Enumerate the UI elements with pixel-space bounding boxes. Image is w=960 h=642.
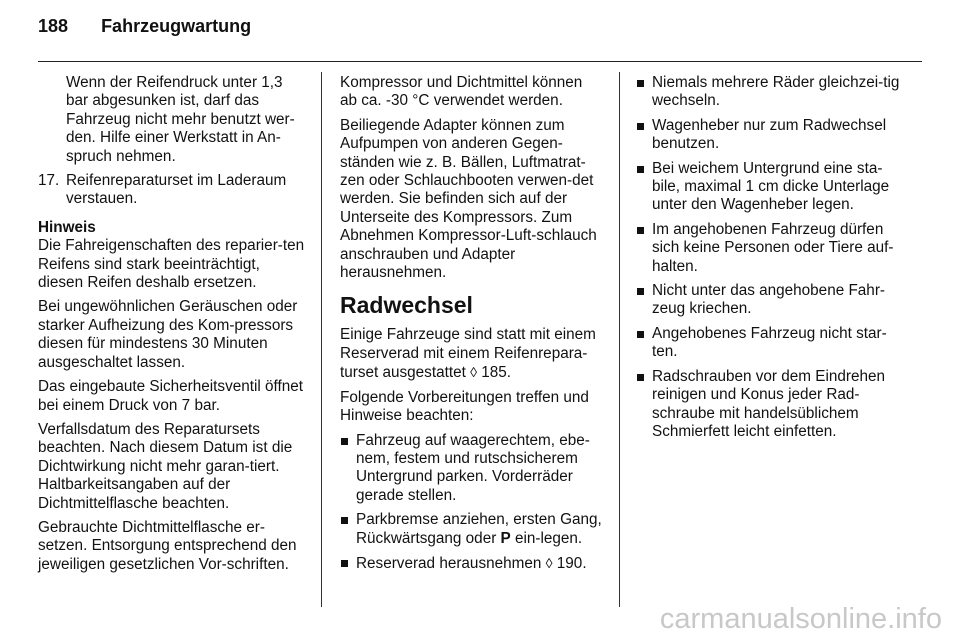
bullet-text: Bei weichem Untergrund eine sta-bile, maximal 1 cm dicke Unterlage unter den Wagenheber legen. [652, 159, 890, 214]
page-number: 188 [38, 16, 69, 36]
watermark: carmanualsonline.info [659, 603, 942, 635]
bullet-square-icon [341, 560, 348, 567]
bullet-square-icon [637, 288, 644, 295]
column-3 [636, 74, 904, 447]
bullet-item [636, 325, 904, 362]
note-text: Die Fahreigenschaften des reparier-ten Reifens sind stark beeinträchtigt, diesen Reifen deshalb ersetzen. [38, 237, 305, 292]
paragraph: Bei ungewöhnlichen Geräuschen oder starker Aufheizung des Kom-pressors diesen für mindestens 30 Minuten ausgeschaltet lassen. [38, 298, 298, 371]
paragraph: Gebrauchte Dichtmittelflasche er-setzen. Entsorgung entsprechend den jeweiligen gesetzlichen Vor-schriften. [38, 518, 297, 573]
list-item-number: 17. [38, 172, 60, 190]
paragraph: Kompressor und Dichtmittel können ab ca. -30 °C verwendet werden. [340, 74, 583, 110]
bullet-item [340, 511, 602, 548]
bullet-item [636, 368, 904, 442]
bullet-text: Im angehobenen Fahrzeug dürfen sich keine Personen oder Tiere auf-halten. [652, 220, 894, 275]
page-reference-icon: ◊ [470, 364, 478, 381]
bullet-text: Parkbremse anziehen, ersten Gang, Rückwärtsgang oder [356, 511, 602, 547]
bullet-text: Radschrauben vor dem Eindrehen reinigen und Konus jeder Rad-schraube mit handelsüblichem Schmierfett leicht einfetten. [652, 367, 885, 440]
bullet-square-icon [637, 227, 644, 234]
bullet-item [636, 160, 904, 215]
bullet-text: Angehobenes Fahrzeug nicht star-ten. [652, 324, 887, 361]
page-header [38, 16, 251, 37]
bullet-square-icon [637, 374, 644, 381]
paragraph: Folgende Vorbereitungen treffen und Hinweise beachten: [340, 388, 589, 425]
paragraph: Verfallsdatum des Reparatursets beachten. Nach diesem Datum ist die Dichtwirkung nicht mehr garan-tiert. Haltbarkeitsangaben auf der Dichtmittelflasche beachten. [38, 420, 293, 512]
bullet-text: ein-legen. [515, 529, 583, 547]
bullet-square-icon [637, 123, 644, 130]
column-2 [340, 74, 602, 579]
bullet-item [636, 221, 904, 276]
bullet-text: Nicht unter das angehobene Fahr-zeug kriechen. [652, 282, 886, 318]
gear-letter: P [500, 529, 511, 547]
bullet-text: Fahrzeug auf waagerechtem, ebe-nem, festem und rutschsicherem Untergrund parken. Vorderräder gerade stellen. [356, 431, 590, 504]
header-rule [38, 61, 922, 62]
bullet-item [636, 282, 904, 319]
note-label: Hinweis [38, 218, 96, 236]
paragraph: Beiliegende Adapter können zum Aufpumpen von anderen Gegen-ständen wie z. B. Bällen, Luftmatrat-zen oder Schlauchbooten verwen-det werden. Sie befinden sich auf der Unterseite des Kompressors. Zum Abnehmen Kompressor-Luft-schlauch anschrauben und Adapter herausnehmen. [340, 116, 597, 282]
bullet-text: Niemals mehrere Räder gleichzei-tig wechseln. [652, 74, 900, 110]
paragraph-text: Einige Fahrzeuge sind statt mit einem Reserverad mit einem Reifenrepara-turset ausgestattet [340, 326, 596, 382]
page-reference: 190. [556, 554, 587, 572]
page-title: Fahrzeugwartung [101, 16, 252, 36]
bullet-square-icon [341, 517, 348, 524]
bullet-text: Reserverad herausnehmen [356, 554, 542, 572]
column-divider-1 [321, 72, 322, 607]
bullet-item [340, 432, 602, 506]
bullet-item [340, 554, 602, 573]
page-reference: 185. [481, 364, 512, 382]
bullet-square-icon [637, 166, 644, 173]
bullet-square-icon [637, 331, 644, 338]
bullet-square-icon [637, 80, 644, 87]
paragraph [340, 326, 602, 382]
bullet-text: Wagenheber nur zum Radwechsel benutzen. [652, 116, 887, 153]
column-1 [38, 74, 306, 580]
section-heading: Radwechsel [340, 292, 473, 319]
list-item-text: Reifenreparaturset im Laderaum verstauen. [66, 172, 287, 208]
page-reference-icon: ◊ [545, 554, 553, 571]
bullet-item [636, 74, 904, 111]
paragraph: Das eingebaute Sicherheitsventil öffnet bei einem Druck von 7 bar. [38, 378, 304, 414]
bullet-square-icon [341, 438, 348, 445]
column-divider-2 [619, 72, 620, 607]
list-item-continuation: Wenn der Reifendruck unter 1,3 bar abgesunken ist, darf das Fahrzeug nicht mehr benutzt wer-den. Hilfe einer Werkstatt in An-spruch nehmen. [66, 74, 295, 165]
bullet-item [636, 117, 904, 154]
list-item-17 [38, 172, 306, 209]
